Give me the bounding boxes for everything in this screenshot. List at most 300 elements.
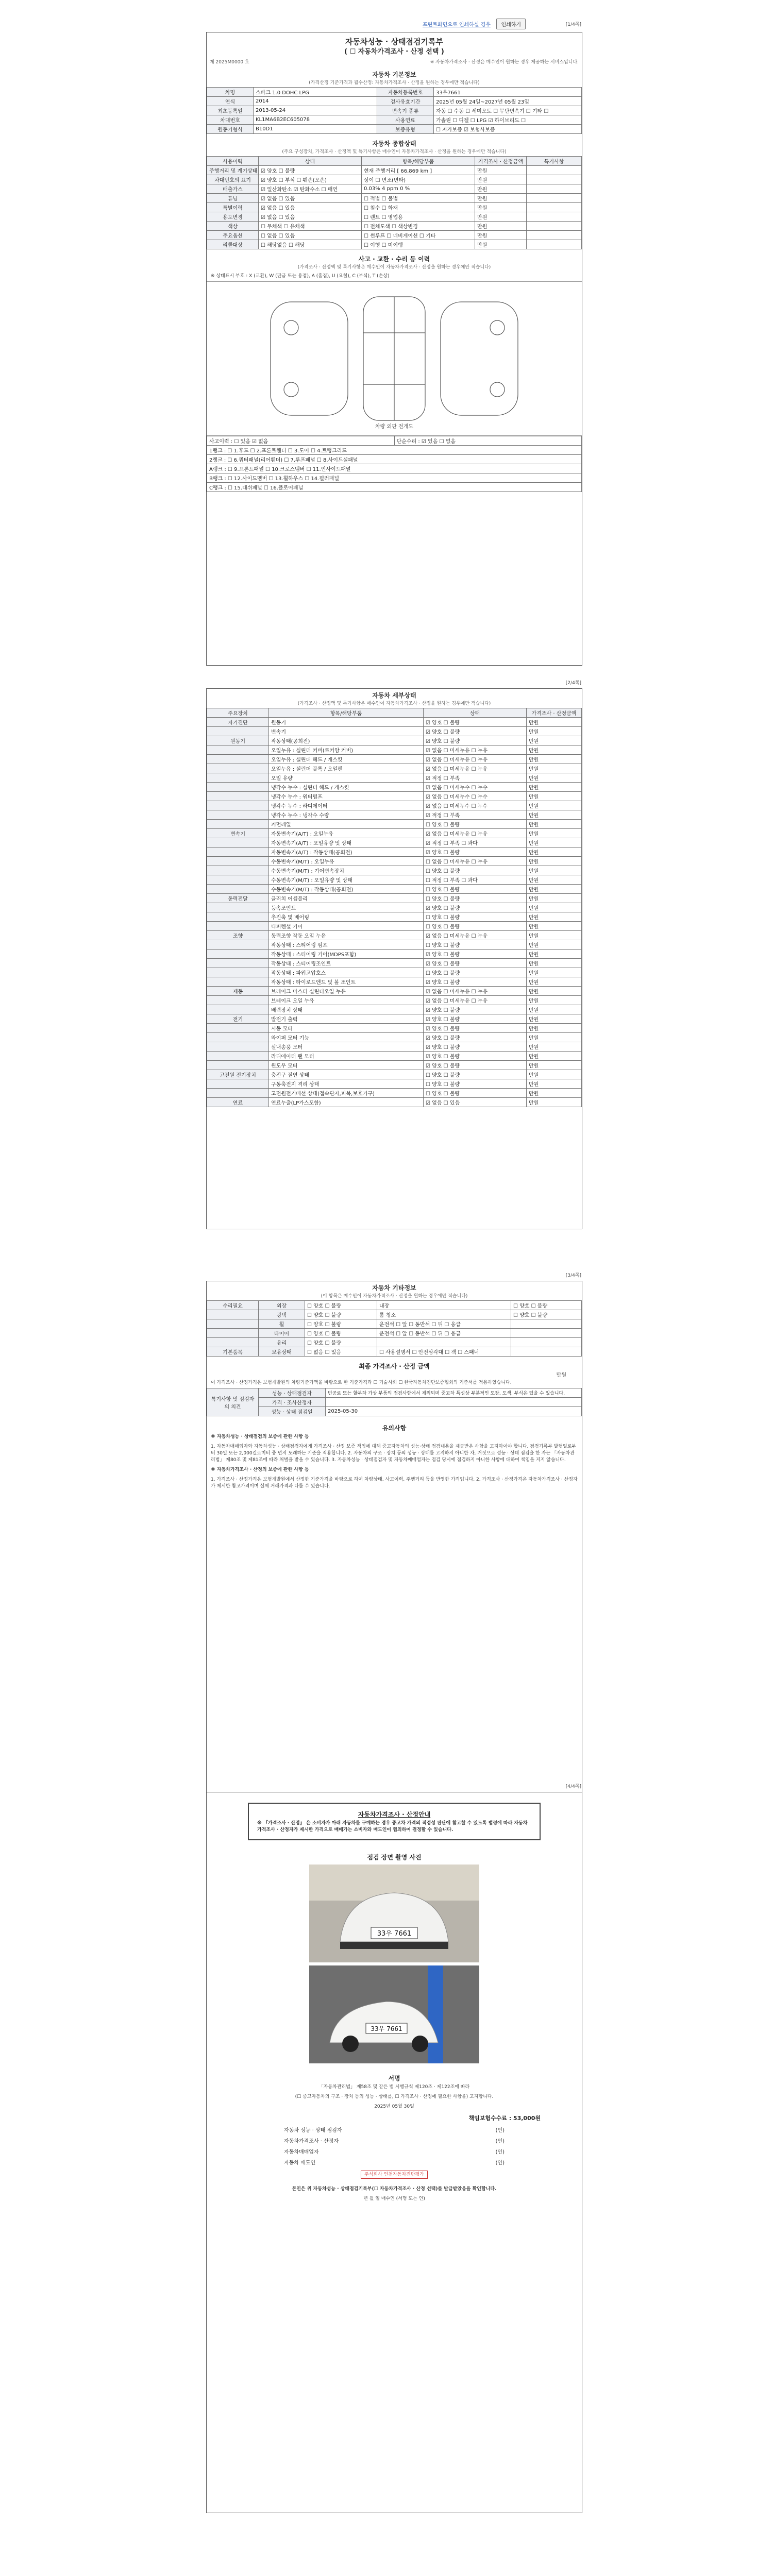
detail-cell: ☐ 양호 ☐ 불량 <box>424 940 527 950</box>
status-row <box>207 212 582 222</box>
detail-row <box>207 745 582 755</box>
detail-cell <box>207 996 269 1005</box>
detail-cell: 고전원 전기장치 <box>207 1070 269 1079</box>
detail-cell: 만원 <box>527 736 582 745</box>
basic-label: 검사유효기간 <box>377 97 434 106</box>
status-cell: 만원 <box>475 231 527 240</box>
detail-cell: ☑ 양호 ☐ 불량 <box>424 1033 527 1042</box>
detail-cell: 만원 <box>527 1098 582 1107</box>
detail-cell: 작동상태 : 타이로드엔드 및 볼 조인트 <box>269 977 424 987</box>
status-header: 사용이력 <box>207 157 259 166</box>
detail-cell: 만원 <box>527 810 582 820</box>
status-cell: ☑ 양호 ☐ 부식 ☐ 훼손(오손) <box>259 175 362 184</box>
basic-row <box>207 88 582 97</box>
print-help-link[interactable]: 프린트화면으로 인쇄하실 경우 <box>423 22 491 28</box>
detail-row <box>207 1024 582 1033</box>
detail-cell: 만원 <box>527 1014 582 1024</box>
detail-title: 자동차 세부상태 <box>372 692 416 699</box>
detail-row <box>207 959 582 968</box>
status-row <box>207 222 582 231</box>
other-cell: ☐ 양호 ☐ 불량 <box>511 1310 582 1319</box>
status-cell: 차대번호의 표기 <box>207 175 259 184</box>
status-header: 상태 <box>259 157 362 166</box>
signer-role: 자동차매매업자 <box>284 2149 319 2155</box>
detail-cell: ☑ 없음 ☐ 미세누유 ☐ 누유 <box>424 829 527 838</box>
detail-cell: 자동변속기(A/T) : 오일유량 및 상태 <box>269 838 424 848</box>
detail-cell <box>207 792 269 801</box>
status-cell: 만원 <box>475 184 527 194</box>
basic-label: 사용연료 <box>377 115 434 125</box>
sign-title: 서명 <box>388 2075 400 2082</box>
detail-cell <box>207 838 269 848</box>
other-cell: 유리 <box>259 1338 305 1347</box>
detail-cell <box>207 1061 269 1070</box>
status-row <box>207 184 582 194</box>
detail-cell <box>207 1005 269 1014</box>
detail-cell: 동력조향 작동 오일 누유 <box>269 931 424 940</box>
status-row <box>207 203 582 212</box>
status-sub: (주요 구성장치, 가격조사 · 산정액 및 특기사항은 매수인이 자동차가격조사 · 산정을 원하는 경우에만 적습니다) <box>282 149 507 155</box>
detail-cell: 냉각수 누수 : 라디에이터 <box>269 801 424 810</box>
detail-row <box>207 1042 582 1052</box>
detail-cell: ☐ 양호 ☐ 불량 <box>424 866 527 875</box>
status-cell <box>527 194 582 203</box>
other-cell: 외장 <box>259 1301 305 1310</box>
detail-cell: 변속기 <box>207 829 269 838</box>
detail-cell: 수동변속기(M/T) : 기어변속장치 <box>269 866 424 875</box>
detail-cell: 만원 <box>527 987 582 996</box>
status-cell: 특별이력 <box>207 203 259 212</box>
detail-cell <box>207 783 269 792</box>
detail-cell: 전기 <box>207 1014 269 1024</box>
basic-value: 2013-05-24 <box>254 106 377 115</box>
other-cell: 룸 청소 <box>377 1310 511 1319</box>
detail-cell <box>207 875 269 885</box>
status-cell <box>527 175 582 184</box>
detail-cell <box>207 885 269 894</box>
detail-row <box>207 792 582 801</box>
page-4 <box>206 1792 582 2513</box>
other-row <box>207 1329 582 1338</box>
detail-cell: 변속기 <box>269 727 424 736</box>
status-cell: ☐ 이행 ☐ 미이행 <box>362 240 475 249</box>
basic-info-table <box>207 87 582 134</box>
simple-repair: 단순수리 : ☑ 있음 ☐ 없음 <box>394 436 582 446</box>
detail-cell: 등속조인트 <box>269 903 424 912</box>
basic-row <box>207 97 582 106</box>
detail-cell: 만원 <box>527 1089 582 1098</box>
detail-cell <box>207 912 269 922</box>
detail-cell <box>207 755 269 764</box>
basic-info-title: 자동차 기본정보 <box>372 71 416 78</box>
plate-2: 33우 7661 <box>371 2025 402 2032</box>
status-cell: 만원 <box>475 203 527 212</box>
status-cell: 0.03% 4 ppm 0 % <box>362 184 475 194</box>
detail-cell: ☐ 양호 ☐ 불량 <box>424 885 527 894</box>
special-inspector-text: 빈공로 또는 할부차 가상 부품의 점검사항에서 제외되며 중고차 특성상 부분적인 도장, 도색, 부식은 있을 수 있습니다. <box>326 1388 582 1398</box>
detail-row <box>207 931 582 940</box>
signer-row <box>207 2135 582 2146</box>
page-number-3: [3/4쪽] <box>565 1273 581 1278</box>
detail-row <box>207 848 582 857</box>
detail-cell: 실내송풍 모터 <box>269 1042 424 1052</box>
other-info-title: 자동차 기타정보 <box>372 1284 416 1292</box>
detail-cell <box>207 773 269 783</box>
detail-cell: 연료 <box>207 1098 269 1107</box>
basic-value: ☐ 자가보증 ☑ 보험사보증 <box>434 125 582 134</box>
other-row <box>207 1338 582 1347</box>
detail-cell: 브레이크 마스터 실린더오일 누유 <box>269 987 424 996</box>
detail-row <box>207 894 582 903</box>
status-cell <box>527 166 582 175</box>
detail-cell: 고전원전기배선 상태(접속단자,피복,보호기구) <box>269 1089 424 1098</box>
status-row <box>207 194 582 203</box>
detail-row <box>207 1070 582 1079</box>
inspection-photo-side <box>309 1965 479 2063</box>
detail-cell: 오일누유 : 실린더 블록 / 오일팬 <box>269 764 424 773</box>
detail-row <box>207 950 582 959</box>
footer-sign: 년 월 일 매수인 (서명 또는 인) <box>363 2196 425 2201</box>
detail-cell <box>207 903 269 912</box>
detail-cell: ☐ 양호 ☐ 불량 <box>424 820 527 829</box>
detail-cell <box>207 848 269 857</box>
other-cell: ☐ 양호 ☐ 불량 <box>305 1338 377 1347</box>
detail-cell: 만원 <box>527 968 582 977</box>
detail-cell: 만원 <box>527 1061 582 1070</box>
print-button[interactable]: 인쇄하기 <box>496 19 526 29</box>
detail-cell: ☑ 없음 ☐ 미세누유 ☐ 누유 <box>424 931 527 940</box>
detail-cell: ☑ 양호 ☐ 불량 <box>424 718 527 727</box>
detail-row <box>207 922 582 931</box>
detail-cell: 만원 <box>527 773 582 783</box>
basic-value: 자동 ☐ 수동 ☐ 세미오토 ☐ 무단변속기 ☐ 기타 ☐ <box>434 106 582 115</box>
status-cell <box>527 212 582 222</box>
detail-row <box>207 783 582 792</box>
detail-cell: 시동 모터 <box>269 1024 424 1033</box>
basic-info-section <box>207 68 582 137</box>
basic-info-sub: (가격산정 기준가격과 월수산정: 자동차가격조사 · 산정을 원하는 경우에만 적습니다) <box>309 80 480 86</box>
status-cell: 만원 <box>475 166 527 175</box>
detail-cell: 만원 <box>527 1024 582 1033</box>
detail-cell <box>207 977 269 987</box>
other-cell: 보유상태 <box>259 1347 305 1357</box>
detail-cell: 만원 <box>527 1070 582 1079</box>
other-cell: 운전석 ☐ 앞 ☐ 동반석 ☐ 뒤 ☐ 응급 <box>377 1319 511 1329</box>
basic-row <box>207 106 582 115</box>
detail-cell: ☑ 없음 ☐ 미세누유 ☐ 누유 <box>424 755 527 764</box>
basic-row <box>207 115 582 125</box>
notice-head-2: ※ 자동차가격조사 · 산정의 보증에 관한 사항 등 <box>211 1467 309 1472</box>
detail-header: 주요장치 <box>207 708 269 718</box>
status-cell <box>527 222 582 231</box>
detail-cell <box>207 940 269 950</box>
detail-cell: 작동상태 : 스티어링 기어(MDPS포함) <box>269 950 424 959</box>
detail-cell: 작동상태 : 스티어링 펌프 <box>269 940 424 950</box>
accident-legend: ※ 상태표시 부호 : X (교환), W (판금 또는 용접), A (흠집), U (요철), C (부식), T (손상) <box>211 274 390 279</box>
stamp: 주식회사 인천자동차진단평가 <box>361 2171 428 2179</box>
status-cell: ☐ 썬루프 ☐ 네비게이션 ☐ 기타 <box>362 231 475 240</box>
fee-label: 책임보험수수료 : 53,000원 <box>468 2115 541 2122</box>
status-cell: ☐ 적법 ☐ 불법 <box>362 194 475 203</box>
detail-row <box>207 1089 582 1098</box>
detail-cell: ☑ 양호 ☐ 불량 <box>424 1014 527 1024</box>
basic-label: 보증유형 <box>377 125 434 134</box>
status-cell: ☑ 양호 ☐ 불량 <box>259 166 362 175</box>
other-row <box>207 1310 582 1319</box>
detail-cell: 동력전달 <box>207 894 269 903</box>
detail-cell: 냉각수 누수 : 워터펌프 <box>269 792 424 801</box>
rank-2: 2랭크 : ☐ 6.쿼터패널(리어휀더) ☐ 7.루프패널 ☐ 8.사이드실패널 <box>207 455 582 464</box>
detail-cell <box>207 959 269 968</box>
accident-section <box>207 252 582 495</box>
detail-cell: 만원 <box>527 959 582 968</box>
detail-sub: (가격조사 · 산정액 및 특기사항은 매수인이 자동차가격조사 · 산정을 원하는 경우에만 적습니다) <box>297 701 491 706</box>
rank-1: 1랭크 : ☐ 1.후드 ☐ 2.프론트휀더 ☐ 3.도어 ☐ 4.트렁크리드 <box>207 446 582 455</box>
detail-cell <box>207 810 269 820</box>
status-cell: ☑ 일산화탄소 ☑ 탄화수소 ☐ 매연 <box>259 184 362 194</box>
detail-cell: 배력장치 상태 <box>269 1005 424 1014</box>
other-cell <box>207 1329 259 1338</box>
detail-cell: ☐ 양호 ☐ 불량 <box>424 968 527 977</box>
detail-cell: ☑ 없음 ☐ 미세누유 ☐ 누유 <box>424 987 527 996</box>
detail-cell: 만원 <box>527 848 582 857</box>
detail-cell: ☑ 적정 ☐ 부족 <box>424 810 527 820</box>
detail-cell: 와이퍼 모터 기능 <box>269 1033 424 1042</box>
detail-cell: 원동기 <box>269 718 424 727</box>
detail-cell: ☑ 양호 ☐ 불량 <box>424 727 527 736</box>
detail-row <box>207 829 582 838</box>
doc-notice: ※ 자동차가격조사 · 산정은 매수인이 원하는 경우 제공하는 서비스입니다. <box>430 60 579 65</box>
detail-cell: 제동 <box>207 987 269 996</box>
signer-seal: (인) <box>495 2160 505 2166</box>
detail-cell: ☑ 양호 ☐ 불량 <box>424 1005 527 1014</box>
detail-cell: ☑ 양호 ☐ 불량 <box>424 1052 527 1061</box>
status-cell: 리콜대상 <box>207 240 259 249</box>
detail-cell: 자기진단 <box>207 718 269 727</box>
other-cell: ☐ 없음 ☐ 있음 <box>305 1347 377 1357</box>
detail-row <box>207 1079 582 1089</box>
status-section <box>207 137 582 252</box>
status-cell: 배출가스 <box>207 184 259 194</box>
basic-value: 2025년 05월 24일~2027년 05월 23일 <box>434 97 582 106</box>
frame-a: A랭크 : ☐ 9.프론트패널 ☐ 10.크로스멤버 ☐ 11.인사이드패널 <box>207 464 582 473</box>
sign-law: 「자동차관리법」 제58조 및 같은 법 시행규칙 제120조 · 제122조에 따라 <box>318 2084 470 2090</box>
detail-cell: ☑ 적정 ☐ 부족 <box>424 773 527 783</box>
other-info-table <box>207 1300 582 1357</box>
detail-cell: 만원 <box>527 866 582 875</box>
basic-row <box>207 125 582 134</box>
detail-cell <box>207 764 269 773</box>
detail-cell: 구동축전지 격리 상태 <box>269 1079 424 1089</box>
price-guide-body: ※ 『가격조사 · 산정』 은 소비자가 아래 자동차를 구매하는 경우 중고차 가격의 적정성 판단에 참고할 수 있도록 법령에 따라 자동차가격조사 · 산정자가 제시한 가격으로 매매가는 소비자와 매도인이 협의하여 결정할 수 있습니다. <box>257 1821 528 1833</box>
status-cell <box>527 240 582 249</box>
detail-row <box>207 838 582 848</box>
photo-title: 점검 장면 촬영 사진 <box>367 1854 422 1861</box>
status-cell: ☐ 무채색 ☐ 유채색 <box>259 222 362 231</box>
detail-cell: 만원 <box>527 894 582 903</box>
status-cell: 용도변경 <box>207 212 259 222</box>
other-row <box>207 1301 582 1310</box>
detail-cell: 만원 <box>527 922 582 931</box>
final-price-unit: 만원 <box>556 1372 566 1378</box>
detail-cell: 작동상태(공회전) <box>269 736 424 745</box>
special-label: 특기사항 및 점검자의 의견 <box>207 1388 259 1416</box>
page-2 <box>206 688 582 1229</box>
detail-cell: ☑ 없음 ☐ 있음 <box>424 1098 527 1107</box>
page-1 <box>206 32 582 666</box>
status-cell: ☑ 없음 ☐ 있음 <box>259 212 362 222</box>
detail-cell: 만원 <box>527 801 582 810</box>
detail-cell: 만원 <box>527 940 582 950</box>
basic-value: 스파크 1.0 DOHC LPG <box>254 88 377 97</box>
detail-cell: 만원 <box>527 764 582 773</box>
car-outline-diagram <box>260 286 528 431</box>
status-cell: 색상 <box>207 222 259 231</box>
accident-title: 사고 · 교환 · 수리 등 이력 <box>358 256 430 263</box>
stamp-text <box>207 2171 582 2177</box>
detail-cell: 라디에이터 팬 모터 <box>269 1052 424 1061</box>
accident-history: 사고이력 : ☐ 있음 ☑ 없음 <box>207 436 395 446</box>
car-diagram <box>207 281 582 436</box>
signer-role: 자동차 성능 · 상태 점검자 <box>284 2128 342 2133</box>
signer-list <box>207 2124 582 2167</box>
detail-cell: 냉각수 누수 : 냉각수 수량 <box>269 810 424 820</box>
special-table <box>207 1388 582 1416</box>
detail-cell: 연료누출(LP가스포함) <box>269 1098 424 1107</box>
other-cell: 내장 <box>377 1301 511 1310</box>
status-cell: 만원 <box>475 175 527 184</box>
detail-cell: 만원 <box>527 885 582 894</box>
detail-cell: 만원 <box>527 1079 582 1089</box>
print-area <box>423 19 526 29</box>
detail-row <box>207 1014 582 1024</box>
other-cell <box>207 1338 259 1347</box>
basic-value: B10D1 <box>254 125 377 134</box>
detail-cell: ☑ 없음 ☐ 미세누수 ☐ 누수 <box>424 801 527 810</box>
plate-1: 33우 7661 <box>377 1930 412 1938</box>
detail-cell: 디퍼렌셜 기어 <box>269 922 424 931</box>
detail-cell: 오일누유 : 실린더 커버(로커암 커버) <box>269 745 424 755</box>
other-cell <box>511 1319 582 1329</box>
status-cell: 만원 <box>475 240 527 249</box>
detail-row <box>207 1098 582 1107</box>
basic-label: 변속기 종류 <box>377 106 434 115</box>
detail-cell <box>207 1033 269 1042</box>
detail-cell <box>207 1089 269 1098</box>
other-cell: ☐ 양호 ☐ 불량 <box>305 1319 377 1329</box>
detail-row <box>207 810 582 820</box>
other-cell <box>511 1329 582 1338</box>
detail-cell: ☐ 없음 ☐ 미세누유 ☐ 누유 <box>424 857 527 866</box>
detail-row <box>207 857 582 866</box>
detail-cell: ☐ 양호 ☐ 불량 <box>424 1070 527 1079</box>
other-cell <box>207 1310 259 1319</box>
detail-cell: 만원 <box>527 783 582 792</box>
other-row <box>207 1347 582 1357</box>
detail-cell: ☑ 양호 ☐ 불량 <box>424 848 527 857</box>
page-number-1: [1/4쪽] <box>565 22 581 27</box>
other-cell: ☐ 양호 ☐ 불량 <box>305 1329 377 1338</box>
detail-cell: 만원 <box>527 820 582 829</box>
detail-cell: 발전기 출력 <box>269 1014 424 1024</box>
status-cell: 주요옵션 <box>207 231 259 240</box>
detail-row <box>207 912 582 922</box>
inspection-date-label: 성능 · 상태 점검일 <box>259 1407 326 1416</box>
other-cell: 휠 <box>259 1319 305 1329</box>
detail-cell <box>207 950 269 959</box>
detail-cell: ☑ 양호 ☐ 불량 <box>424 903 527 912</box>
detail-cell: ☐ 양호 ☐ 불량 <box>424 922 527 931</box>
other-row <box>207 1319 582 1329</box>
detail-cell: 만원 <box>527 977 582 987</box>
detail-cell: 작동상태 : 스티어링조인트 <box>269 959 424 968</box>
detail-table <box>207 708 582 1107</box>
doc-subtitle: ( ☐ 자동차가격조사 · 산정 선택 ) <box>344 48 444 56</box>
detail-cell: 만원 <box>527 829 582 838</box>
final-price-note: 이 가격조사 · 산정가격은 보험개발원의 차량기준가액을 바탕으로 한 기준가격과 ☐ 기술사회 ☐ 한국자동차진단보증협회의 기준서를 적용하였습니다. <box>211 1380 512 1385</box>
detail-cell <box>207 801 269 810</box>
status-table <box>207 156 582 249</box>
status-header: 항목/해당부품 <box>362 157 475 166</box>
basic-value: 2014 <box>254 97 377 106</box>
status-cell: 만원 <box>475 194 527 203</box>
special-inspector-label: 성능 · 상태점검자 <box>259 1388 326 1398</box>
detail-cell <box>207 1079 269 1089</box>
status-cell: ☐ 해당없음 ☐ 해당 <box>259 240 362 249</box>
special-price-text <box>326 1398 582 1407</box>
notice-head-1: ※ 자동차성능 · 상태점검의 보증에 관한 사항 등 <box>211 1434 309 1439</box>
detail-cell: ☑ 적정 ☐ 부족 ☐ 과다 <box>424 838 527 848</box>
signer-role: 자동차 매도인 <box>284 2160 316 2166</box>
signer-seal: (인) <box>495 2128 505 2133</box>
detail-cell: 만원 <box>527 1042 582 1052</box>
detail-cell: 커먼레일 <box>269 820 424 829</box>
signer-role: 자동차가격조사 · 산정자 <box>284 2139 339 2144</box>
notice-title: 유의사항 <box>382 1425 407 1432</box>
detail-cell: 만원 <box>527 1052 582 1061</box>
detail-cell <box>207 1052 269 1061</box>
signer-seal: (인) <box>495 2149 505 2155</box>
detail-row <box>207 996 582 1005</box>
detail-cell: ☑ 양호 ☐ 불량 <box>424 950 527 959</box>
detail-cell <box>207 820 269 829</box>
page-number-4: [4/4쪽] <box>565 1784 581 1789</box>
detail-cell: 만원 <box>527 1033 582 1042</box>
other-cell: ☐ 양호 ☐ 불량 <box>305 1310 377 1319</box>
detail-row <box>207 940 582 950</box>
other-cell: 운전석 ☐ 앞 ☐ 동반석 ☐ 뒤 ☐ 응급 <box>377 1329 511 1338</box>
detail-cell: 충전구 절연 상태 <box>269 1070 424 1079</box>
status-header: 가격조사 · 산정금액 <box>475 157 527 166</box>
detail-row <box>207 987 582 996</box>
basic-label: 원동기형식 <box>207 125 254 134</box>
footer-confirm: 본인은 위 자동차성능 · 상태점검기록부(☐ 자동차가격조사 · 산정 선택)를 발급받았음을 확인합니다. <box>292 2187 497 2192</box>
detail-cell <box>207 727 269 736</box>
other-cell <box>511 1338 582 1347</box>
other-cell: ☐ 양호 ☐ 불량 <box>305 1301 377 1310</box>
detail-row <box>207 764 582 773</box>
status-row <box>207 175 582 184</box>
status-cell: ☐ 전체도색 ☐ 색상변경 <box>362 222 475 231</box>
detail-cell: 오일 유량 <box>269 773 424 783</box>
detail-cell: 수동변속기(M/T) : 작동상태(공회전) <box>269 885 424 894</box>
detail-cell: ☑ 없음 ☐ 미세누유 ☐ 누유 <box>424 996 527 1005</box>
detail-cell: 만원 <box>527 912 582 922</box>
status-cell: 상이 ☐ 변조(변타) <box>362 175 475 184</box>
status-cell: ☑ 없음 ☐ 있음 <box>259 203 362 212</box>
status-cell <box>527 184 582 194</box>
detail-cell: 브레이크 오일 누유 <box>269 996 424 1005</box>
